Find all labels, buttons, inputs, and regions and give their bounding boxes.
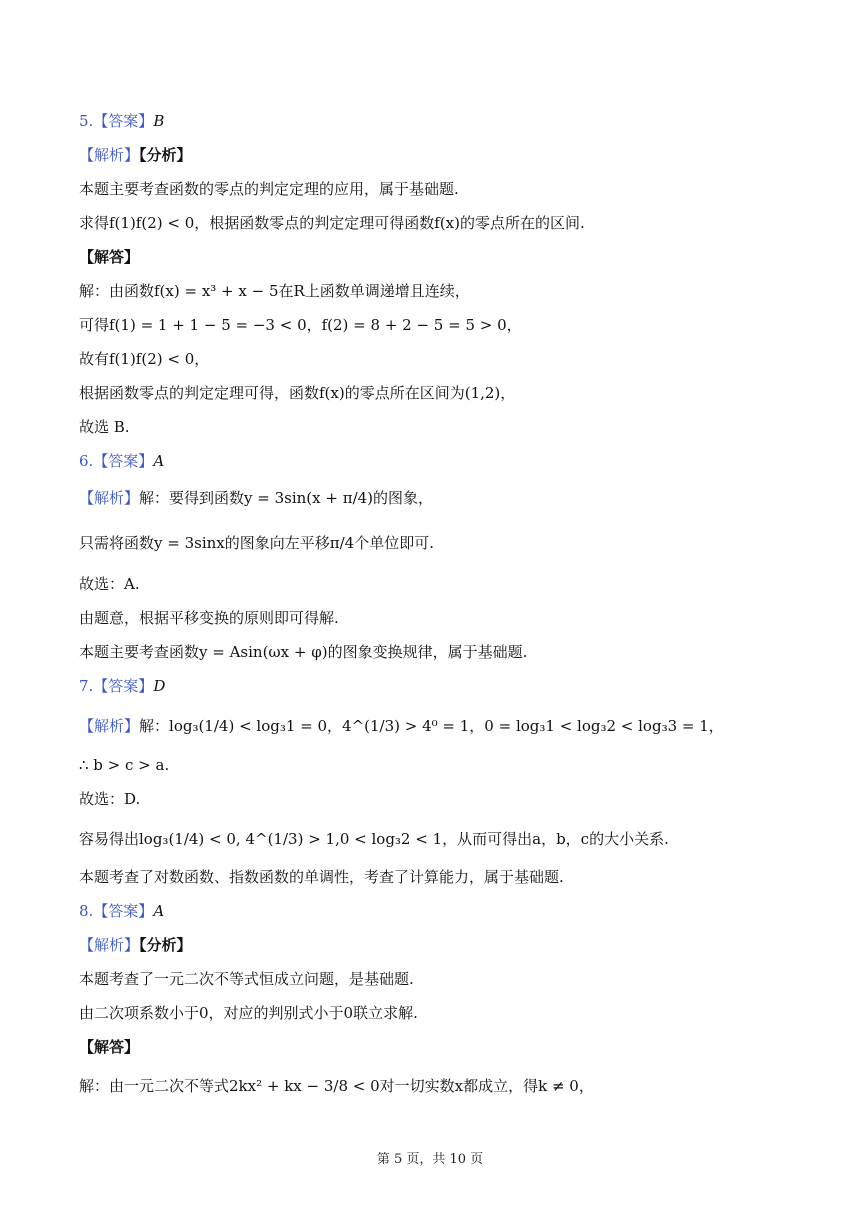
q8-analysis-tag: 【解析】	[79, 936, 140, 954]
q6-text-4: 由题意，根据平移变换的原则即可得解.	[79, 609, 339, 627]
q8-tags	[79, 935, 192, 955]
q6-answer-line	[79, 451, 164, 471]
q7-answer-line	[79, 676, 165, 696]
q6-answer-head: 6.【答案】	[79, 452, 154, 470]
q8-solve-1: 解：由一元二次不等式2kx² + kx − 3/8 < 0对一切实数x都成立，得k ≠ 0，	[79, 1077, 594, 1095]
q5-tags	[79, 145, 192, 165]
q8-answer-head: 8.【答案】	[79, 902, 154, 920]
q5-solve-4: 根据函数零点的判定定理可得，函数f(x)的零点所在区间为(1,2)，	[79, 384, 516, 402]
q5-analysis-tag: 【解析】	[79, 146, 140, 164]
q6-answer-value: A	[153, 452, 165, 470]
page-footer: 第 5 页，共 10 页	[376, 1152, 484, 1167]
q7-answer-head: 7.【答案】	[79, 677, 154, 695]
q6-text-2: 只需将函数y = 3sinx的图象向左平移π/4个单位即可.	[79, 534, 434, 552]
q5-solve-5: 故选 B.	[79, 418, 130, 436]
q5-solve-2: 可得f(1) = 1 + 1 − 5 = −3 < 0，f(2) = 8 + 2 − 5 = 5 > 0，	[79, 316, 522, 334]
q5-text-1: 本题主要考查函数的零点的判定定理的应用，属于基础题.	[79, 180, 459, 198]
q6-analysis-tag: 【解析】	[79, 489, 140, 507]
q5-solve-3: 故有f(1)f(2) < 0，	[79, 350, 210, 368]
q6-text-5: 本题主要考查函数y = Asin(ωx + φ)的图象变换规律，属于基础题.	[79, 643, 528, 661]
q5-answer-line	[79, 111, 164, 131]
q8-text-2: 由二次项系数小于0，对应的判别式小于0联立求解.	[79, 1004, 418, 1022]
q7-text-4: 容易得出log₃(1/4) < 0, 4^(1/3) > 1,0 < log₃2 < 1，从而可得出a，b，c的大小关系.	[79, 830, 669, 848]
q7-line-1	[79, 716, 724, 736]
q5-answer-value: B	[153, 112, 165, 130]
q7-text-1: 解：log₃(1/4) < log₃1 = 0，4^(1/3) > 4⁰ = 1，0 = log₃1 < log₃2 < log₃3 = 1，	[139, 717, 724, 735]
q5-solve-1: 解：由函数f(x) = x³ + x − 5在R上函数单调递增且连续，	[79, 282, 470, 300]
q7-text-3: 故选：D.	[79, 790, 141, 808]
q8-text-1: 本题考查了一元二次不等式恒成立问题，是基础题.	[79, 970, 414, 988]
q6-text-1: 解：要得到函数y = 3sin(x + π/4)的图象，	[139, 489, 434, 507]
q7-text-2: ∴ b > c > a.	[79, 756, 170, 774]
q5-answer-head: 5.【答案】	[79, 112, 154, 130]
q5-text-2: 求得f(1)f(2) < 0，根据函数零点的判定定理可得函数f(x)的零点所在的区间.	[79, 214, 585, 232]
q5-solve-tag: 【解答】	[79, 248, 140, 266]
q6-line-1	[79, 488, 433, 508]
q7-answer-value: D	[153, 677, 166, 695]
q7-analysis-tag: 【解析】	[79, 717, 140, 735]
q7-text-5: 本题考查了对数函数、指数函数的单调性，考查了计算能力，属于基础题.	[79, 868, 564, 886]
q5-fenxi-tag: 【分析】	[139, 146, 192, 164]
q8-solve-tag: 【解答】	[79, 1038, 140, 1056]
q8-answer-value: A	[153, 902, 165, 920]
q8-answer-line	[79, 901, 164, 921]
q6-text-3: 故选：A.	[79, 575, 140, 593]
q8-fenxi-tag: 【分析】	[139, 936, 192, 954]
